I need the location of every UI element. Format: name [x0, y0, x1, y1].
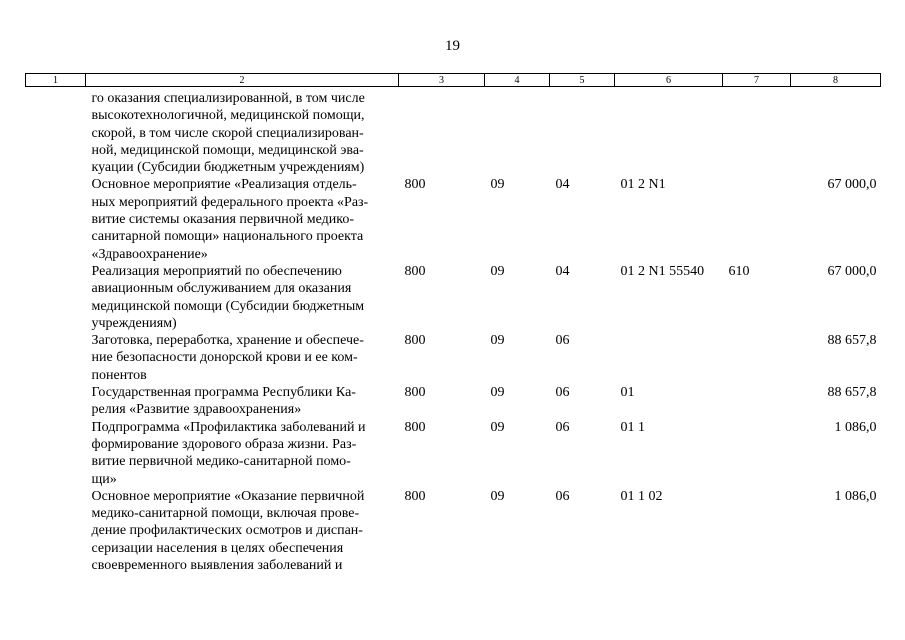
- item-name-cell: [86, 332, 399, 384]
- section-code-cell: 800: [404, 419, 426, 435]
- item-name-line: ных мероприятий федерального проекта «Раз-: [91, 194, 369, 210]
- budget-table: [25, 73, 881, 574]
- amount-cell: 1 086,0: [834, 488, 877, 504]
- chapter-code-cell: 09: [490, 419, 505, 435]
- table-row: [26, 384, 881, 419]
- header-cell: 4: [485, 74, 550, 87]
- table-row: [26, 332, 881, 384]
- target-article-cell: 01 1 02: [620, 488, 663, 504]
- expense-type-cell: [723, 332, 791, 384]
- item-name-line: формирование здорового образа жизни. Раз-: [91, 436, 357, 452]
- item-name-cell: [86, 419, 399, 488]
- table-row: [26, 263, 881, 332]
- chapter-code-cell: 09: [490, 385, 505, 401]
- expense-type-cell: [723, 87, 791, 177]
- item-name-line: медицинской помощи (Субсидии бюджетным: [91, 298, 365, 314]
- table-row: [26, 488, 881, 574]
- amount-cell: [791, 87, 881, 177]
- item-name-line: Государственная программа Республики Ка-: [91, 385, 356, 401]
- header-cell: 8: [791, 74, 881, 87]
- table-row: [26, 176, 881, 262]
- subsection-code-cell: 06: [555, 419, 570, 435]
- target-article-cell: 01 1: [620, 419, 645, 435]
- header-cell: 2: [86, 74, 399, 87]
- target-article-cell: [615, 332, 723, 384]
- section-code-cell: [399, 87, 485, 177]
- col-1-cell: [26, 332, 86, 384]
- item-name-line: авиационным обслуживанием для оказания: [91, 281, 352, 297]
- item-name-line: «Здравоохранение»: [91, 246, 208, 262]
- section-code-cell: 800: [404, 488, 426, 504]
- subsection-code-cell: 06: [555, 488, 570, 504]
- target-article-cell: 01 2 N1 55540: [620, 263, 705, 279]
- item-name-line: учреждениям): [91, 315, 177, 331]
- expense-type-cell: [723, 419, 791, 488]
- subsection-code-cell: 06: [555, 385, 570, 401]
- item-name-line: витие системы оказания первичной медико-: [91, 212, 355, 228]
- col-1-cell: [26, 384, 86, 419]
- item-name-line: скорой, в том числе скорой специализирован-: [91, 125, 364, 141]
- subsection-code-cell: [550, 87, 615, 177]
- chapter-code-cell: 09: [490, 263, 505, 279]
- col-1-cell: [26, 488, 86, 574]
- item-name-line: Реализация мероприятий по обеспечению: [91, 263, 342, 279]
- target-article-cell: 01: [620, 385, 635, 401]
- item-name-cell: [86, 384, 399, 419]
- item-name-line: Основное мероприятие «Оказание первичной: [91, 488, 365, 504]
- section-code-cell: 800: [404, 263, 426, 279]
- item-name-line: ной, медицинской помощи, медицинской эва-: [91, 142, 364, 158]
- subsection-code-cell: 04: [555, 177, 570, 193]
- expense-type-cell: [723, 488, 791, 574]
- item-name-cell: [86, 488, 399, 574]
- header-cell: 1: [26, 74, 86, 87]
- item-name-line: Заготовка, переработка, хранение и обеспече-: [91, 333, 364, 349]
- amount-cell: 1 086,0: [834, 419, 877, 435]
- item-name-line: своевременного выявления заболеваний и: [91, 558, 343, 574]
- amount-cell: 67 000,0: [827, 263, 877, 279]
- header-row: [26, 74, 881, 87]
- item-name-line: витие первичной медико-санитарной помо-: [91, 454, 351, 470]
- item-name-line: Основное мероприятие «Реализация отдель-: [91, 177, 357, 193]
- amount-cell: 88 657,8: [827, 385, 877, 401]
- chapter-code-cell: [485, 87, 550, 177]
- chapter-code-cell: 09: [490, 488, 505, 504]
- col-1-cell: [26, 263, 86, 332]
- item-name-line: санитарной помощи» национального проекта: [91, 229, 364, 245]
- expense-type-cell: 610: [728, 263, 750, 279]
- expense-type-cell: [723, 176, 791, 262]
- section-code-cell: 800: [404, 333, 426, 349]
- header-cell: 6: [615, 74, 723, 87]
- item-name-line: Подпрограмма «Профилактика заболеваний и: [91, 419, 366, 435]
- chapter-code-cell: 09: [490, 177, 505, 193]
- header-cell: 5: [550, 74, 615, 87]
- amount-cell: 67 000,0: [827, 177, 877, 193]
- item-name-line: ние безопасности донорской крови и ее ком-: [91, 350, 358, 366]
- target-article-cell: [615, 87, 723, 177]
- header-cell: 7: [723, 74, 791, 87]
- chapter-code-cell: 09: [490, 333, 505, 349]
- page-number: 19: [445, 38, 460, 54]
- section-code-cell: 800: [404, 177, 426, 193]
- item-name-line: дение профилактических осмотров и диспан-: [91, 523, 363, 539]
- target-article-cell: 01 2 N1: [620, 177, 666, 193]
- subsection-code-cell: 04: [555, 263, 570, 279]
- header-cell: 3: [399, 74, 485, 87]
- subsection-code-cell: 06: [555, 333, 570, 349]
- item-name-line: серизации населения в целях обеспечения: [91, 540, 344, 556]
- section-code-cell: 800: [404, 385, 426, 401]
- col-1-cell: [26, 87, 86, 177]
- amount-cell: 88 657,8: [827, 333, 877, 349]
- item-name-line: го оказания специализированной, в том числе: [91, 91, 365, 106]
- item-name-line: высокотехнологичной, медицинской помощи,: [91, 108, 365, 124]
- table-row: [26, 419, 881, 488]
- expense-type-cell: [723, 384, 791, 419]
- item-name-line: медико-санитарной помощи, включая прове-: [91, 506, 360, 522]
- item-name-cell: [86, 263, 399, 332]
- item-name-line: релия «Развитие здравоохранения»: [91, 402, 302, 418]
- item-name-line: понентов: [91, 367, 147, 383]
- item-name-cell: [86, 176, 399, 262]
- item-name-line: щи»: [91, 471, 117, 487]
- item-name-line: куации (Субсидии бюджетным учреждениям): [91, 160, 365, 176]
- col-1-cell: [26, 176, 86, 262]
- item-name-cell: [86, 87, 399, 177]
- col-1-cell: [26, 419, 86, 488]
- table-row: [26, 87, 881, 177]
